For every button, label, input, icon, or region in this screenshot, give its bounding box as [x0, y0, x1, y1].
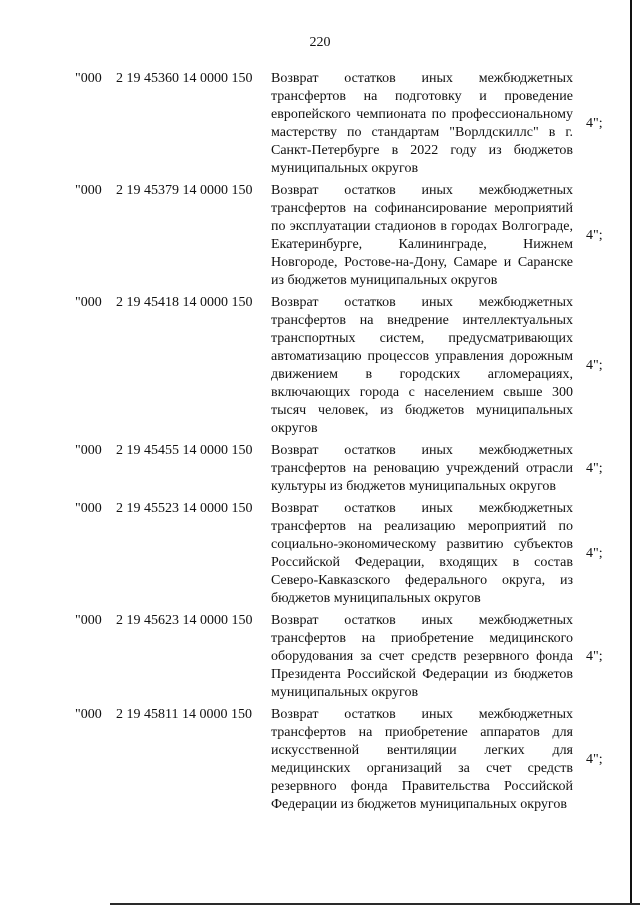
row-suffix: 4"; — [586, 649, 603, 664]
code-table — [0, 70, 640, 818]
table-row — [0, 70, 640, 178]
budget-classification-code: 2 19 45623 14 0000 150 — [116, 613, 253, 628]
budget-classification-code: 2 19 45360 14 0000 150 — [116, 71, 253, 86]
budget-classification-code: 2 19 45523 14 0000 150 — [116, 501, 253, 516]
budget-classification-code: 2 19 45418 14 0000 150 — [116, 295, 253, 310]
table-row — [0, 294, 640, 438]
row-prefix: "000 — [75, 613, 102, 628]
row-suffix: 4"; — [586, 752, 603, 767]
budget-classification-code: 2 19 45379 14 0000 150 — [116, 183, 253, 198]
row-description: Возврат остатков иных межбюджетных трансфертов на внедрение интеллектуальных транспортных систем, предусматривающих автоматизацию процессов управления дорожным движением в городских агломерациях, включающих города с населением свыше 300 тысяч человек, из бюджетов муниципальных округов — [271, 295, 573, 436]
table-row — [0, 706, 640, 814]
row-description: Возврат остатков иных межбюджетных трансфертов на реализацию мероприятий по социально-экономическому развитию субъектов Российской Федерации, входящих в состав Северо-Кавказского федерального округа, из бюджетов муниципальных округов — [271, 501, 573, 606]
row-description: Возврат остатков иных межбюджетных трансфертов на подготовку и проведение европейского чемпионата по профессиональному мастерству по стандартам "Ворлдскиллс" в г. Санкт-Петербурге в 2022 году из бюджетов муниципальных округов — [271, 71, 573, 176]
row-description: Возврат остатков иных межбюджетных трансфертов на приобретение аппаратов для искусственной вентиляции легких для медицинских организаций за счет средств резервного фонда Правительства Российской Федерации из бюджетов муниципальных округов — [271, 707, 573, 812]
row-suffix: 4"; — [586, 228, 603, 243]
table-row — [0, 612, 640, 702]
row-suffix: 4"; — [586, 358, 603, 373]
row-prefix: "000 — [75, 71, 102, 86]
budget-classification-code: 2 19 45811 14 0000 150 — [116, 707, 252, 722]
row-suffix: 4"; — [586, 546, 603, 561]
row-prefix: "000 — [75, 501, 102, 516]
table-row — [0, 182, 640, 290]
row-prefix: "000 — [75, 443, 102, 458]
table-row — [0, 442, 640, 496]
table-row — [0, 500, 640, 608]
row-prefix: "000 — [75, 183, 102, 198]
row-prefix: "000 — [75, 707, 102, 722]
row-description: Возврат остатков иных межбюджетных трансфертов на приобретение медицинского оборудования за счет средств резервного фонда Президента Российской Федерации из бюджетов муниципальных округов — [271, 613, 573, 700]
budget-classification-code: 2 19 45455 14 0000 150 — [116, 443, 253, 458]
page-number: 220 — [309, 35, 331, 50]
row-suffix: 4"; — [586, 461, 603, 476]
row-suffix: 4"; — [586, 116, 603, 131]
row-description: Возврат остатков иных межбюджетных трансфертов на реновацию учреждений отрасли культуры из бюджетов муниципальных округов — [271, 443, 573, 494]
row-prefix: "000 — [75, 295, 102, 310]
row-description: Возврат остатков иных межбюджетных трансфертов на софинансирование мероприятий по эксплуатации стадионов в городах Волгограде, Екатеринбурге, Калининграде, Нижнем Новгороде, Ростове-на-Дону, Самаре и Саранске из бюджетов муниципальных округов — [271, 183, 573, 288]
